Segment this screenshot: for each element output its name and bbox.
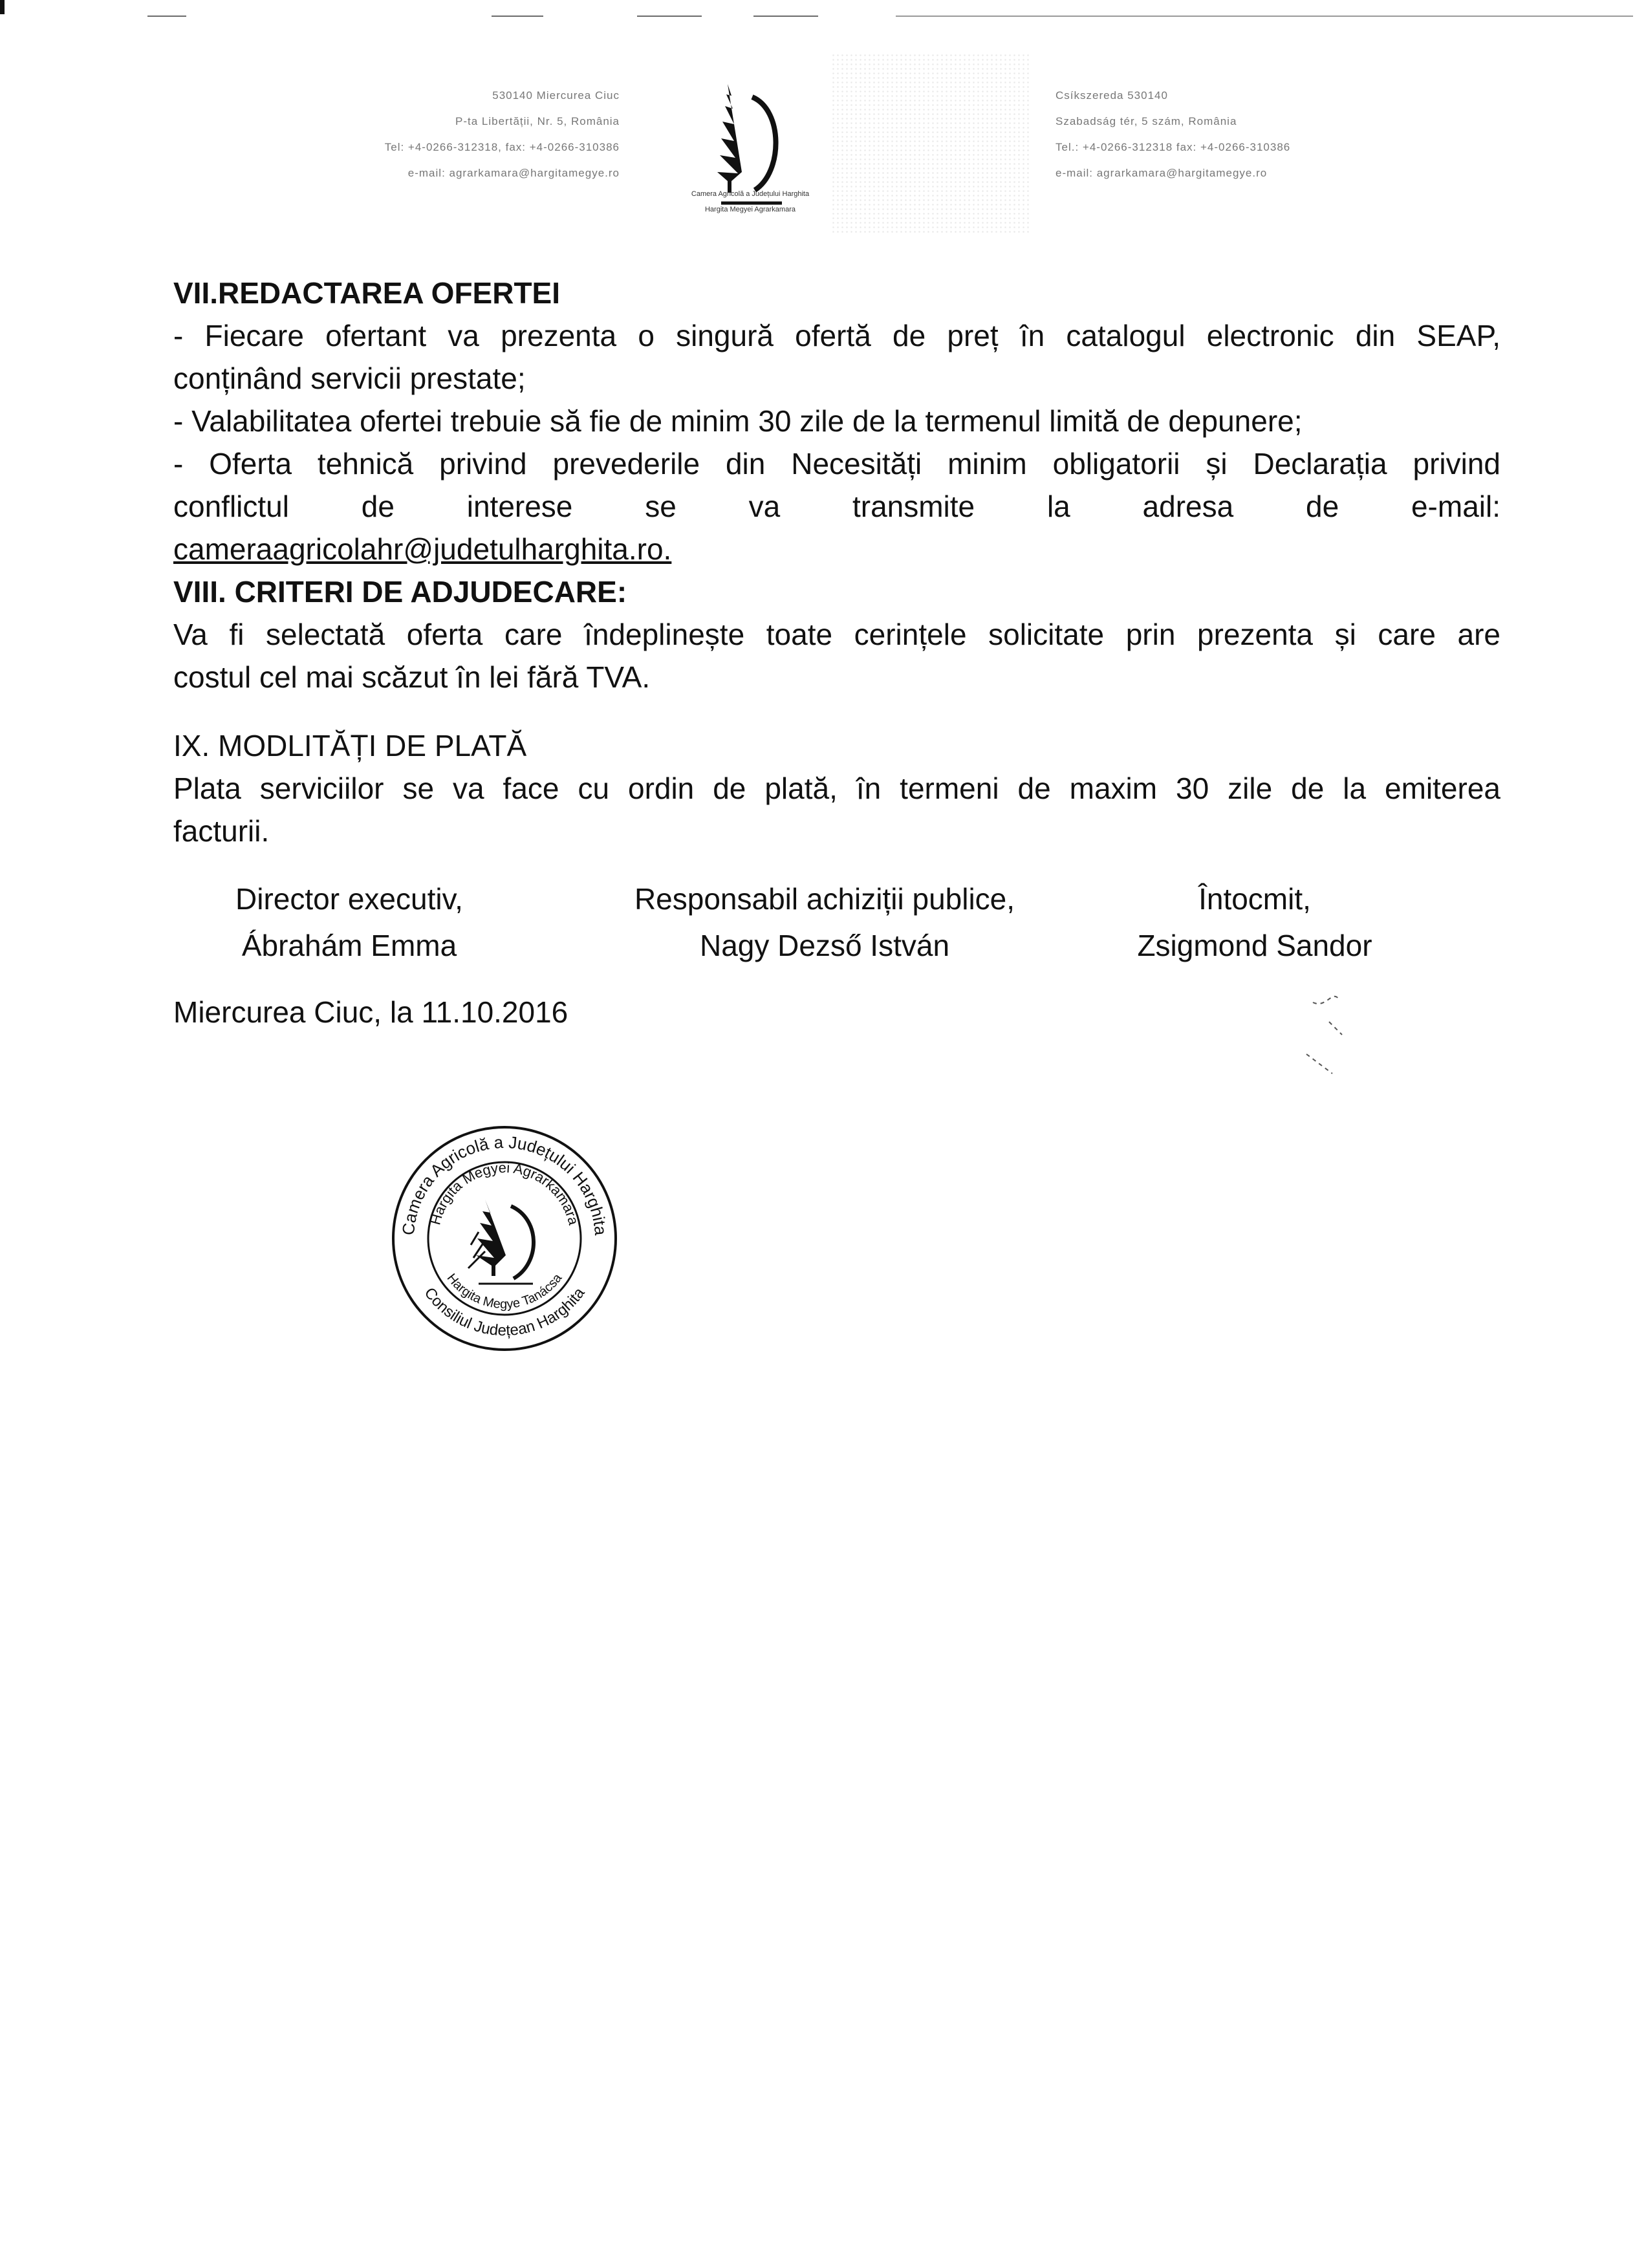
section-7-item-3-line-2: conflictul de interese se va transmite la adresa de e-mail:: [173, 490, 1500, 523]
section-7-item-1-line-2: conținând servicii prestate;: [173, 362, 526, 395]
stamp-emblem-icon: [468, 1200, 534, 1284]
scan-rule: [147, 16, 186, 17]
stamp-bottom-inner-text: Hargita Megye Tanácsa: [444, 1271, 565, 1312]
section-8-line-2: costul cel mai scăzut în lei fără TVA.: [173, 660, 651, 694]
letterhead-left-line: Tel: +4-0266-312318, fax: +4-0266-310386: [384, 141, 620, 153]
section-7-item-2: - Valabilitatea ofertei trebuie să fie de minim 30 zile de la termenul limită de depunere;: [173, 404, 1303, 438]
signature-block-procurement: [585, 876, 1064, 969]
svg-text:Hargita Megye Tanácsa: [444, 1271, 565, 1312]
scan-rule: [896, 16, 1633, 17]
scan-rule: [753, 16, 818, 17]
section-8-line-1: Va fi selectată oferta care îndeplinește toate cerințele solicitate prin prezenta și care are: [173, 618, 1500, 651]
signature-block-director: [213, 876, 485, 969]
letterhead-left: [385, 83, 620, 186]
handwritten-signature: [1294, 964, 1371, 1093]
scan-corner-mark: [0, 0, 5, 14]
letterhead-left-line: e-mail: agrarkamara@hargitamegye.ro: [407, 167, 620, 179]
signature-name: Nagy Dezső István: [699, 929, 950, 962]
place-date: Miercurea Ciuc, la 11.10.2016: [173, 995, 568, 1029]
stamp-bottom-outer-text: Consiliul Județean Harghita: [420, 1284, 589, 1340]
section-9-line-1: Plata serviciilor se va face cu ordin de plată, în termeni de maxim 30 zile de la emiterea: [173, 772, 1500, 805]
stamp-inner-text: Hargita Megyei Agrarkamara: [427, 1159, 582, 1227]
signature-role: Director executiv,: [235, 882, 463, 916]
signature-name: Zsigmond Sandor: [1137, 929, 1372, 962]
section-7-heading: VII.REDACTAREA OFERTEI: [173, 276, 561, 310]
letterhead-right-line: Tel.: +4-0266-312318 fax: +4-0266-310386: [1056, 141, 1291, 153]
section-7-item-1-line-1: - Fiecare ofertant va prezenta o singură ofertă de preț în catalogul electronic din SEAP,: [173, 319, 1500, 352]
letterhead-right-line: Szabadság tér, 5 szám, România: [1056, 115, 1237, 127]
signature-role: Responsabil achiziții publice,: [634, 882, 1015, 916]
section-7-item-3-line-1: - Oferta tehnică privind prevederile din Necesități minim obligatorii și Declarația privind: [173, 447, 1500, 481]
svg-text:Consiliul Județean Harghita: [420, 1284, 588, 1339]
stamp-outer-text: Camera Agricolă a Județului Harghita: [398, 1132, 611, 1237]
logo-caption-line: Camera Agricolă a Județului Harghita: [691, 190, 810, 198]
letterhead-left-line: 530140 Miercurea Ciuc: [492, 89, 620, 102]
section-7-email: cameraagricolahr@judetulharghita.ro.: [173, 532, 672, 566]
section-9-heading: IX. MODLITĂȚI DE PLATĂ: [173, 729, 527, 762]
section-7: [173, 272, 1500, 570]
signature-role: Întocmit,: [1198, 882, 1311, 916]
section-9: [173, 724, 1500, 852]
section-9-line-2: facturii.: [173, 814, 270, 848]
scan-rule: [492, 16, 543, 17]
letterhead-right: [1056, 83, 1290, 186]
letterhead-right-line: e-mail: agrarkamara@hargitamegye.ro: [1056, 167, 1268, 179]
section-8-heading: VIII. CRITERI DE ADJUDECARE:: [173, 575, 627, 609]
logo-caption-line: Hargita Megyei Agrarkamara: [704, 206, 796, 213]
section-8: [173, 570, 1500, 698]
scan-halftone-pattern: [831, 53, 1032, 234]
letterhead-right-line: Csíkszereda 530140: [1056, 89, 1168, 102]
scan-rule: [637, 16, 702, 17]
signature-block-prepared-by: [1106, 876, 1403, 969]
letterhead-left-line: P-ta Libertății, Nr. 5, România: [455, 115, 620, 127]
signature-name: Ábrahám Emma: [241, 929, 457, 962]
official-stamp: [388, 1122, 621, 1355]
